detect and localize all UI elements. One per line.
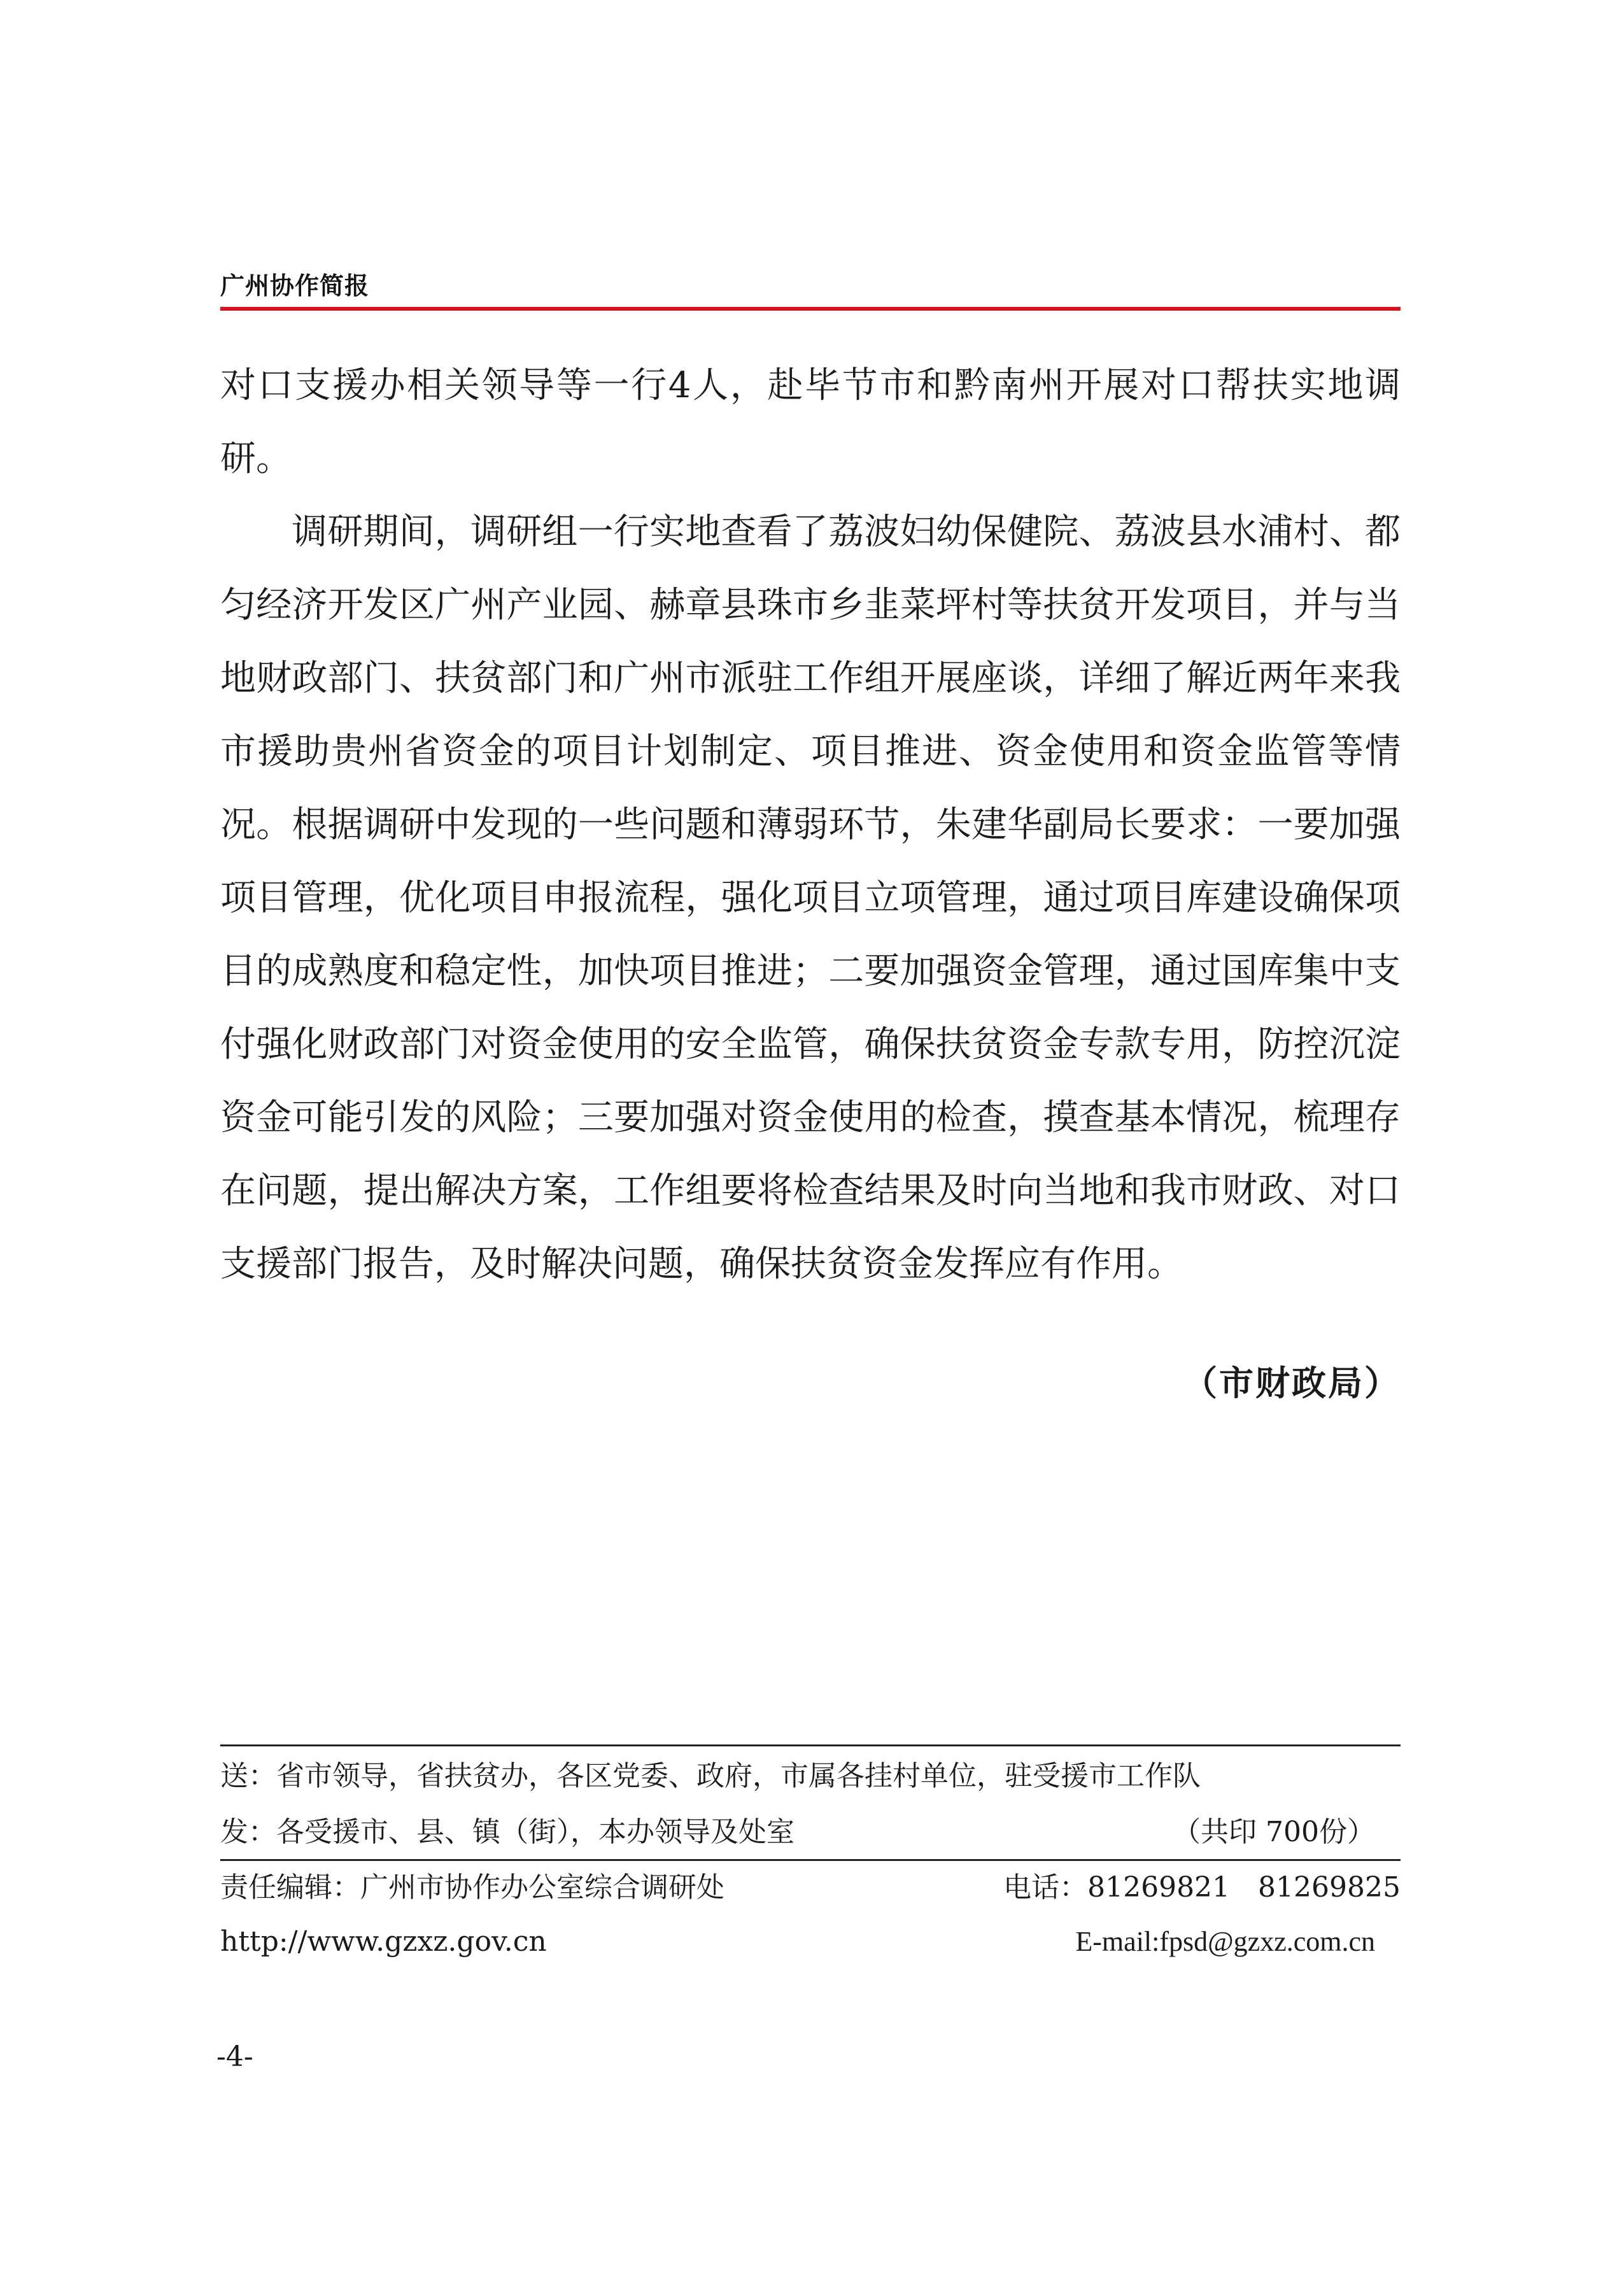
phone-numbers: 电话：81269821 81269825 — [1003, 1871, 1401, 1904]
responsible-editor: 责任编辑：广州市协作办公室综合调研处 — [220, 1871, 724, 1904]
page-number: -4- — [216, 2041, 253, 2073]
header-red-rule — [220, 307, 1401, 311]
paragraph-main: 调研期间，调研组一行实地查看了荔波妇幼保健院、荔波县水浦村、都匀经济开发区广州产业园、赫章县珠市乡韭菜坪村等扶贫开发项目，并与当地财政部门、扶贫部门和广州市派驻工作组开展座谈，详细了解近两年来我市援助贵州省资金的项目计划制定、项目推进、资金使用和资金监管等情况。根据调研中发现的一些问题和薄弱环节，朱建华副局长要求：一要加强项目管理，优化项目申报流程，强化项目立项管理，通过项目库建设确保项目的成熟度和稳定性，加快项目推进；二要加强资金管理，通过国库集中支付强化财政部门对资金使用的安全监管，确保扶贫资金专款专用，防控沉淀资金可能引发的风险；三要加强对资金使用的检查，摸查基本情况，梳理存在问题，提出解决方案，工作组要将检查结果及时向当地和我市财政、对口支援部门报告，及时解决问题，确保扶贫资金发挥应有作用。 — [220, 511, 1401, 1285]
email-link[interactable]: E-mail:fpsd@gzxz.com.cn — [1075, 1926, 1375, 1957]
copies-count: （共印 700份） — [1173, 1816, 1375, 1848]
send-to-text: 送：省市领导，省扶贫办，各区党委、政府，市属各挂村单位，驻受援市工作队 — [220, 1760, 1201, 1792]
distribute-text: 发：各受援市、县、镇（街），本办领导及处室 — [220, 1816, 794, 1848]
contact-line — [220, 1923, 1401, 1961]
send-to-line — [220, 1757, 1401, 1795]
footer-top-rule — [220, 1744, 1401, 1746]
distribute-line — [220, 1813, 1401, 1851]
footer-middle-rule — [220, 1859, 1401, 1861]
article-source-signature: （市财政局） — [1183, 1363, 1401, 1403]
article-body — [220, 349, 1401, 1301]
paragraph-continued: 对口支援办相关领导等一行4人，赴毕节市和黔南州开展对口帮扶实地调研。 — [220, 365, 1401, 479]
website-link[interactable]: http://www.gzxz.gov.cn — [220, 1925, 547, 1958]
bulletin-title: 广州协作简报 — [220, 272, 370, 300]
editor-line — [220, 1869, 1401, 1907]
